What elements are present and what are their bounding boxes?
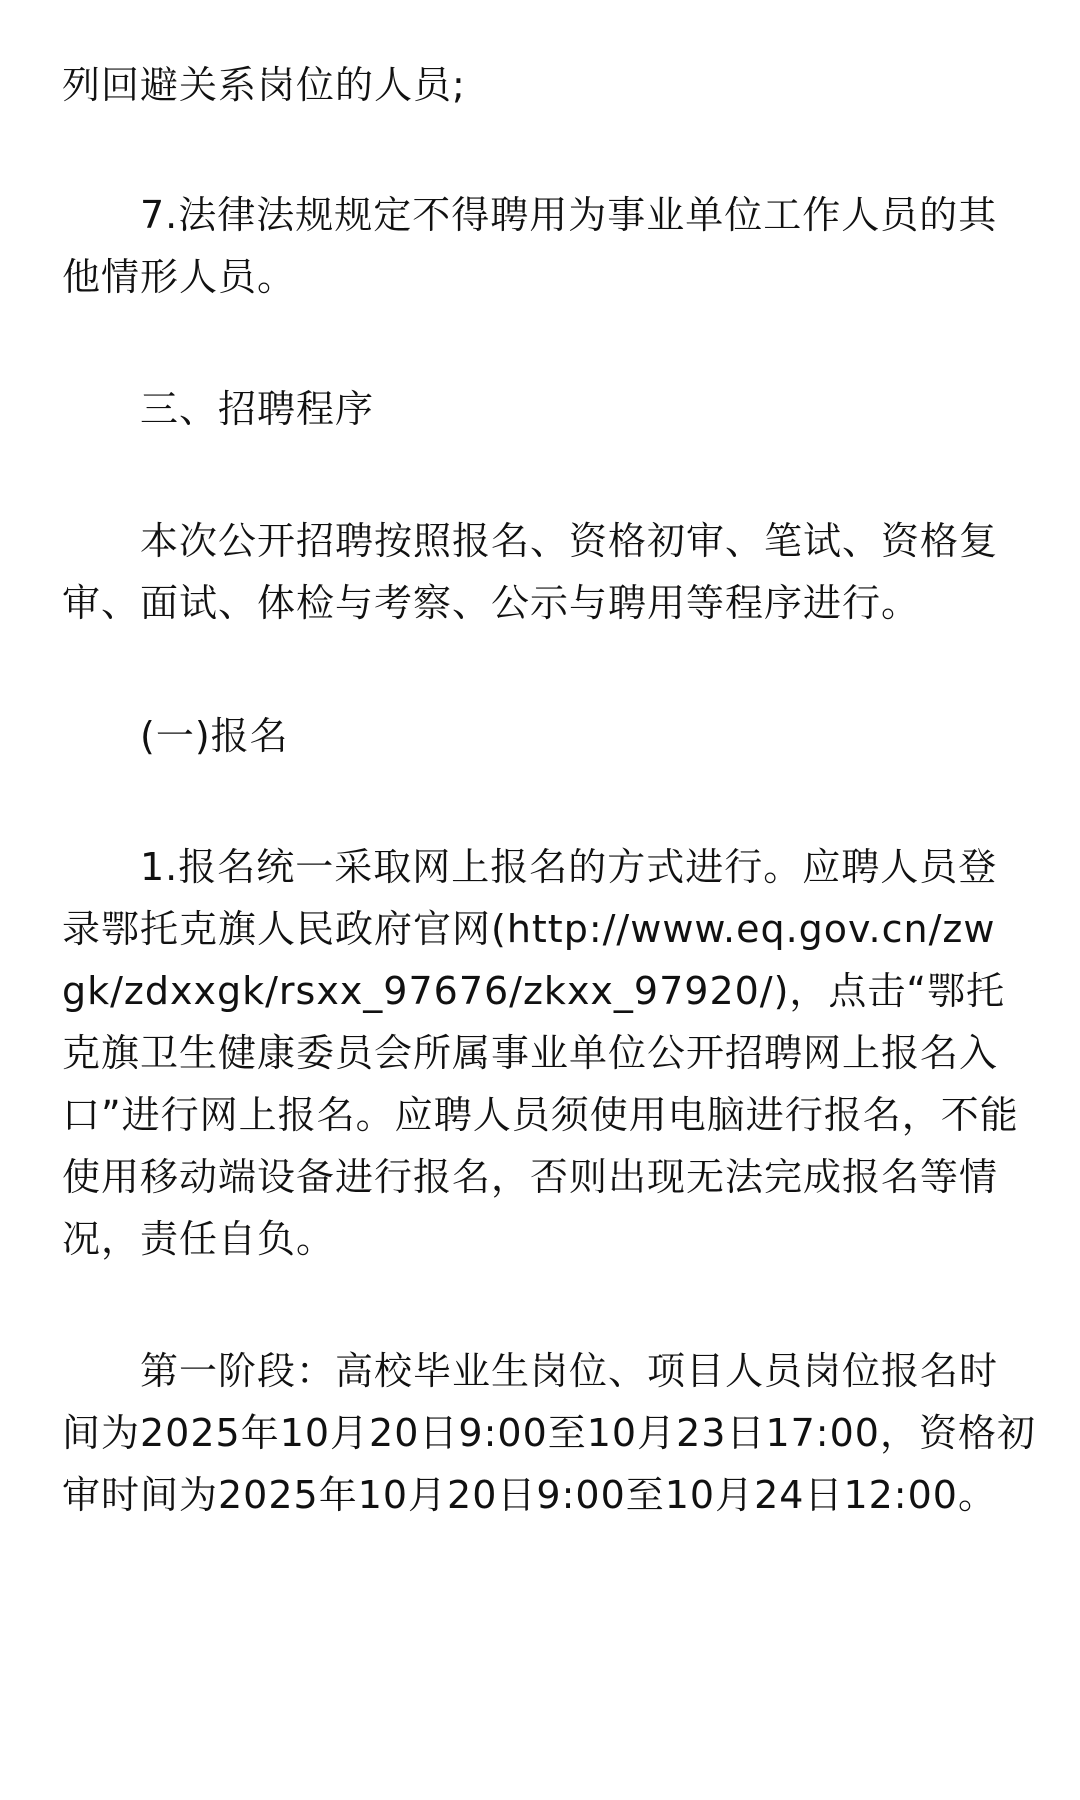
text-line-1: 列回避关系岗位的人员; [62,63,466,107]
registration-para-line-5: 口”进行网上报名。应聘人员须使用电脑进行报名，不能 [62,1093,1019,1137]
registration-para-line-7: 况，责任自负。 [62,1217,336,1261]
item-7-line-1: 7.法律法规规定不得聘用为事业单位工作人员的其 [140,193,998,237]
registration-para-line-1: 1.报名统一采取网上报名的方式进行。应聘人员登 [140,845,998,889]
registration-para-line-6: 使用移动端设备进行报名，否则出现无法完成报名等情 [62,1155,999,1199]
procedure-para-line-1: 本次公开招聘按照报名、资格初审、笔试、资格复 [140,519,999,563]
subsection-heading-registration: (一)报名 [140,714,289,758]
stage-one-line-3: 审时间为2025年10月20日9:00至10月24日12:00。 [62,1473,997,1517]
stage-one-line-1: 第一阶段：高校毕业生岗位、项目人员岗位报名时 [140,1349,999,1393]
section-heading-recruitment-procedure: 三、招聘程序 [140,387,375,431]
procedure-para-line-2: 审、面试、体检与考察、公示与聘用等程序进行。 [62,581,921,625]
item-7-line-2: 他情形人员。 [62,255,297,299]
stage-one-line-2: 间为2025年10月20日9:00至10月23日17:00，资格初 [62,1411,1036,1455]
registration-para-line-4: 克旗卫生健康委员会所属事业单位公开招聘网上报名入 [62,1031,999,1075]
registration-para-line-2: 录鄂托克旗人民政府官网(http://www.eq.gov.cn/zw [62,907,996,951]
registration-para-line-3: gk/zdxxgk/rsxx_97676/zkxx_97920/)，点击“鄂托 [62,969,1006,1013]
